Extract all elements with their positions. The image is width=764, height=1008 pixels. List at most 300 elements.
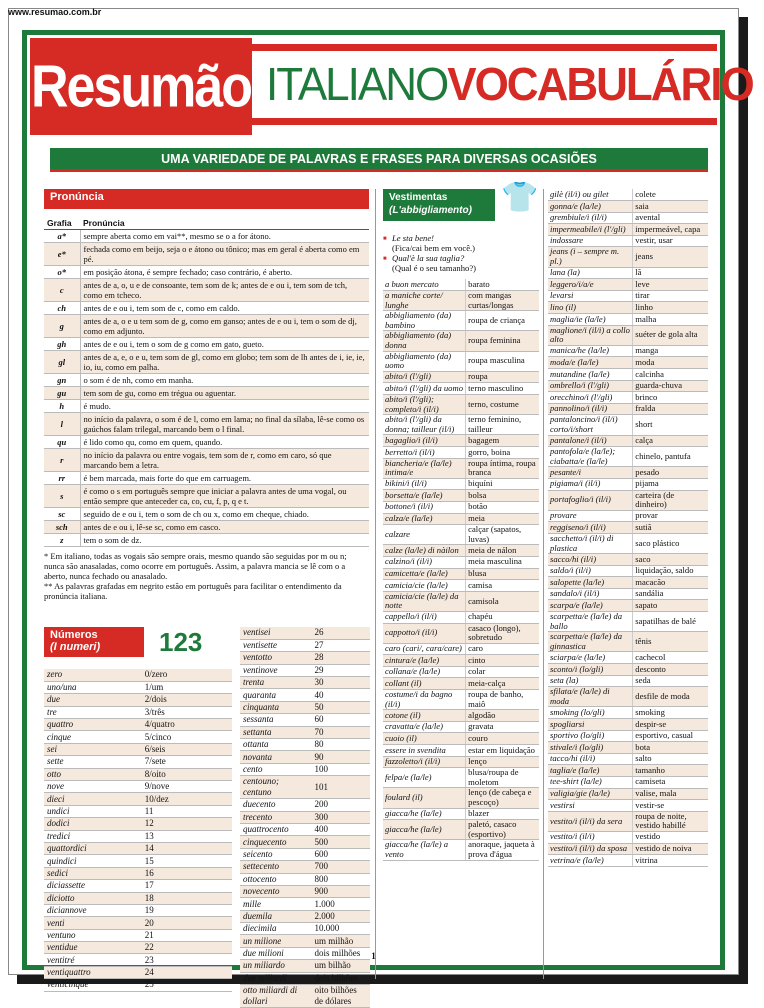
vocab-row [383, 525, 539, 545]
vocab-row [548, 189, 708, 201]
translation-cell: 700 [312, 861, 371, 873]
vocab-row [548, 279, 708, 291]
translation-cell: 26 [312, 627, 371, 639]
title-topic: VOCABULÁRIO [447, 59, 753, 111]
vocab-row [548, 664, 708, 676]
vocab-row [383, 279, 539, 291]
translation-cell: avental [633, 212, 708, 224]
number-row [44, 818, 232, 830]
translation-cell: impermeável, capa [633, 224, 708, 236]
term-cell: indossare [548, 235, 633, 247]
term-cell: scarpa/e (la/le) [548, 600, 633, 612]
pronuncia-notes [44, 551, 369, 601]
translation-cell: 800 [312, 873, 371, 885]
title-language: ITALIANO [266, 59, 448, 111]
number-row [44, 842, 232, 854]
term-cell: cinquecento [240, 836, 312, 848]
vocab-row [383, 556, 539, 568]
numbers-list-left [44, 669, 232, 992]
number-row [240, 652, 370, 664]
term-cell: ombrello/i (l'/gli) [548, 380, 633, 392]
vocab-row [548, 753, 708, 765]
vocab-row [383, 690, 539, 710]
translation-cell: dois milhões [312, 947, 371, 959]
number-row [240, 910, 370, 922]
vocab-row [548, 533, 708, 553]
pronuncia-row [44, 279, 369, 302]
term-cell: diciassette [44, 880, 142, 892]
translation-cell: cinto [466, 655, 539, 667]
term-cell: ottanta [240, 739, 312, 751]
number-row [44, 867, 232, 879]
number-row [44, 793, 232, 805]
term-cell: bottone/i (il/i) [383, 501, 466, 513]
translation-cell: 30 [312, 677, 371, 689]
translation-cell: bota [633, 742, 708, 754]
vocab-row [548, 490, 708, 510]
translation-cell: 300 [312, 811, 371, 823]
pronuncia-table [44, 217, 369, 547]
translation-cell: calça [633, 435, 708, 447]
translation-cell: vestido [633, 831, 708, 843]
translation-cell: roupa feminina [466, 331, 539, 351]
translation-cell: 900 [312, 885, 371, 897]
term-cell: ventisei [240, 627, 312, 639]
term-cell: due milioni [240, 947, 312, 959]
term-cell: bikini/i (il/i) [383, 478, 466, 490]
vocab-row [548, 403, 708, 415]
number-row [44, 743, 232, 755]
number-row [44, 830, 232, 842]
translation-cell: em posição átona, é sempre fechado; caso contrário, é aberto. [80, 266, 369, 279]
term-cell: calze (la/le) di nàilon [383, 545, 466, 557]
term-cell: o* [44, 266, 80, 279]
vocab-row [383, 490, 539, 502]
term-cell: cento [240, 763, 312, 775]
shirt-icon: 👕 [501, 180, 539, 215]
vocab-row [548, 707, 708, 719]
vestimentas-title: Vestimentas [389, 192, 448, 203]
phrase-question-1: ■ Le sta bene! [383, 233, 539, 243]
term-cell: sacco/hi (il/i) [548, 554, 633, 566]
pronuncia-row [44, 387, 369, 400]
translation-cell: um milhão [312, 935, 371, 947]
vocab-row [548, 212, 708, 224]
vocab-row [383, 768, 539, 788]
translation-cell: anoraque, jaqueta à prova d'água [466, 840, 539, 860]
translation-cell: 24 [142, 966, 232, 978]
pronuncia-row [44, 302, 369, 315]
term-cell: cappello/i (il/i) [383, 611, 466, 623]
term-cell: gn [44, 374, 80, 387]
vocab-row [548, 467, 708, 479]
vocab-row [548, 788, 708, 800]
translation-cell: blazer [466, 808, 539, 820]
vocab-row [383, 721, 539, 733]
translation-cell: caro [466, 643, 539, 655]
vocab-row [383, 383, 539, 395]
term-cell: zero [44, 669, 142, 681]
translation-cell: moda [633, 357, 708, 369]
term-cell: calzino/i (il/i) [383, 556, 466, 568]
vestimentas-heading [383, 180, 539, 221]
term-cell: trecento [240, 811, 312, 823]
term-cell: due [44, 694, 142, 706]
term-cell: camicetta/e (la/le) [383, 568, 466, 580]
translation-cell: meia de nálon [466, 545, 539, 557]
translation-cell: no início da palavra, o som é de l, como em lama; no final da sílaba, lê-se como os gaúchos falam trilegal, marcando bem o l final. [80, 413, 369, 436]
vocab-row [383, 435, 539, 447]
translation-cell: estar em liquidação [466, 745, 539, 757]
translation-cell: seguido de e ou i, tem o som de ch ou x, como em cheque, chiado. [80, 508, 369, 521]
number-row [44, 979, 232, 991]
term-cell: calza/e (la/le) [383, 513, 466, 525]
term-cell: a* [44, 230, 80, 243]
term-cell: quaranta [240, 689, 312, 701]
number-row [240, 823, 370, 835]
translation-cell: algodão [466, 710, 539, 722]
term-cell: seicento [240, 848, 312, 860]
vocab-row [383, 745, 539, 757]
translation-cell: gravata [466, 721, 539, 733]
vocab-row [548, 612, 708, 632]
number-row [44, 756, 232, 768]
pronuncia-row [44, 400, 369, 413]
number-row [44, 719, 232, 731]
number-row [240, 885, 370, 897]
translation-cell: esportivo, casual [633, 730, 708, 742]
vocab-row [548, 765, 708, 777]
vocab-row [383, 623, 539, 643]
term-cell: abito/i (l'/gli) [383, 371, 466, 383]
term-cell: giacca/he (la/le) a vento [383, 840, 466, 860]
term-cell: centouno; centuno [240, 776, 312, 799]
translation-cell: 18 [142, 892, 232, 904]
vocab-row [548, 369, 708, 381]
translation-cell: é lido como qu, como em quem, quando. [80, 436, 369, 449]
translation-cell: gorro, boina [466, 447, 539, 459]
translation-cell: 500 [312, 836, 371, 848]
translation-cell: antes de e ou i, tem som de c, como em caldo. [80, 302, 369, 315]
vocab-row [383, 458, 539, 478]
number-row [240, 739, 370, 751]
number-row [240, 639, 370, 651]
note-2: ** As palavras grafadas em negrito estão em português para facilitar o entendimento da pronúncia italiana. [44, 581, 342, 601]
term-cell: lino (il) [548, 302, 633, 314]
brand-text: Resumão [30, 53, 252, 120]
translation-cell: short [633, 415, 708, 435]
number-row [240, 776, 370, 799]
pronuncia-heading: Pronúncia [44, 189, 369, 209]
term-cell: vestirsi [548, 800, 633, 812]
translation-cell: é como o s em português sempre que iniciar a palavra antes de uma vogal, ou então sempre que anteceder ca, co, cu, f, p, q e t. [80, 485, 369, 508]
number-row [240, 627, 370, 639]
translation-cell: 5/cinco [142, 731, 232, 743]
term-cell: jeans (i – sempre m. pl.) [548, 247, 633, 267]
number-row [240, 923, 370, 935]
term-cell: gilè (il/i) ou gilet [548, 189, 633, 201]
translation-cell: saco plástico [633, 533, 708, 553]
vocab-row [548, 224, 708, 236]
pronuncia-row [44, 266, 369, 279]
translation-cell: terno feminino, tailleur [466, 415, 539, 435]
term-cell: costume/i da bagno (il/i) [383, 690, 466, 710]
term-cell: felpa/e (la/le) [383, 768, 466, 788]
numbers-graphic: 123 [159, 627, 203, 657]
vocab-row [548, 687, 708, 707]
term-cell: sportivo (lo/gli) [548, 730, 633, 742]
translation-cell: jeans [633, 247, 708, 267]
vocab-row [383, 808, 539, 820]
term-cell: ventuno [44, 929, 142, 941]
vocab-row [383, 568, 539, 580]
translation-cell: roupa de banho, maiô [466, 690, 539, 710]
translation-cell: 100 [312, 763, 371, 775]
pronuncia-row [44, 243, 369, 266]
vocab-row [383, 501, 539, 513]
term-cell: impermeabile/i (l'/gli) [548, 224, 633, 236]
translation-cell: vestido de noiva [633, 843, 708, 855]
term-cell: tredici [44, 830, 142, 842]
column-middle [383, 180, 539, 861]
red-stripe-bottom [252, 118, 717, 125]
translation-cell: desconto [633, 664, 708, 676]
translation-cell: lã [633, 267, 708, 279]
translation-cell: 11 [142, 805, 232, 817]
pronuncia-row [44, 315, 369, 338]
term-cell: bagaglio/i (il/i) [383, 435, 466, 447]
vocab-row [548, 742, 708, 754]
vocab-row [548, 800, 708, 812]
translation-cell: chinelo, pantufa [633, 447, 708, 467]
vocab-row [548, 357, 708, 369]
vocab-row [548, 415, 708, 435]
term-cell: un miliardo [240, 960, 312, 972]
vocab-row [548, 811, 708, 831]
vocab-row [383, 840, 539, 860]
translation-cell: vestir, usar [633, 235, 708, 247]
vocab-row [383, 820, 539, 840]
term-cell: otto [44, 768, 142, 780]
term-cell: venti [44, 917, 142, 929]
vocab-row [548, 302, 708, 314]
vocab-row [548, 554, 708, 566]
translation-cell: meia-calça [466, 678, 539, 690]
term-cell: pantofola/e (la/le); ciabatta/e (la/le) [548, 447, 633, 467]
translation-cell: chapéu [466, 611, 539, 623]
translation-cell: brinco [633, 392, 708, 404]
translation-cell: colar [466, 666, 539, 678]
number-row [44, 694, 232, 706]
column-right [548, 189, 708, 867]
translation-cell: 6/seis [142, 743, 232, 755]
translation-cell: pijama [633, 478, 708, 490]
translation-cell: malha [633, 314, 708, 326]
translation-cell: 8/oito [142, 768, 232, 780]
term-cell: ventidue [44, 942, 142, 954]
translation-cell: 60 [312, 714, 371, 726]
translation-cell: sempre aberta como em vai**, mesmo se o a for átono. [80, 230, 369, 243]
vocab-row [383, 733, 539, 745]
pronuncia-row [44, 338, 369, 351]
term-cell: maglione/i (il/i) a collo alto [548, 325, 633, 345]
term-cell: z [44, 534, 80, 547]
translation-cell: 50 [312, 701, 371, 713]
translation-cell: antes de e ou i, tem o som de g como em gato, gueto. [80, 338, 369, 351]
translation-cell: terno, costume [466, 395, 539, 415]
vocab-row [383, 395, 539, 415]
term-cell: venticinque [44, 979, 142, 991]
term-cell: otto miliardi di dollari [240, 985, 312, 1008]
vocab-row [383, 580, 539, 592]
term-cell: diciannove [44, 904, 142, 916]
translation-cell: um bilhão [312, 960, 371, 972]
content-frame [22, 30, 753, 1007]
vocab-row [383, 478, 539, 490]
term-cell: pannolino/i (il/i) [548, 403, 633, 415]
translation-cell: fralda [633, 403, 708, 415]
translation-cell: antes de e ou i, lê-se sc, como em casco. [80, 521, 369, 534]
translation-cell: 27 [312, 639, 371, 651]
vocab-row [548, 776, 708, 788]
number-row [44, 855, 232, 867]
vocab-row [548, 632, 708, 652]
translation-cell: saco [633, 554, 708, 566]
term-cell: r [44, 449, 80, 472]
term-cell: mille [240, 898, 312, 910]
number-row [240, 677, 370, 689]
translation-cell: roupa de noite, vestido habillé [633, 811, 708, 831]
brand-logo [30, 38, 252, 135]
term-cell: tee-shirt (la/le) [548, 776, 633, 788]
translation-cell: despir-se [633, 719, 708, 731]
term-cell: sciarpa/e (la/le) [548, 652, 633, 664]
column-left [44, 189, 369, 1007]
translation-cell: 10.000 [312, 923, 371, 935]
number-row [240, 799, 370, 811]
number-row [240, 714, 370, 726]
translation-cell: provar [633, 510, 708, 522]
term-cell: h [44, 400, 80, 413]
term-cell: giacca/he (la/le) [383, 820, 466, 840]
translation-cell: roupa íntima, roupa branca [466, 458, 539, 478]
vocab-row [548, 478, 708, 490]
pronuncia-row [44, 230, 369, 243]
term-cell: abbigliamento (da) donna [383, 331, 466, 351]
term-cell: pesante/i [548, 467, 633, 479]
term-cell: sette [44, 756, 142, 768]
translation-cell: terno masculino [466, 383, 539, 395]
translation-cell: tirar [633, 290, 708, 302]
number-row [240, 726, 370, 738]
translation-cell: barato [466, 279, 539, 291]
translation-cell: camiseta [633, 776, 708, 788]
translation-cell: blusa/roupa de moletom [466, 768, 539, 788]
vocab-row [548, 719, 708, 731]
column-divider [375, 189, 376, 979]
number-row [44, 880, 232, 892]
number-row [240, 960, 370, 972]
term-cell: moda/e (la/le) [548, 357, 633, 369]
translation-cell: 19 [142, 904, 232, 916]
number-row [240, 848, 370, 860]
translation-cell: 15 [142, 855, 232, 867]
term-cell: levarsi [548, 290, 633, 302]
term-cell: settanta [240, 726, 312, 738]
term-cell: dieci [44, 793, 142, 805]
term-cell: calzare [383, 525, 466, 545]
vocab-row [548, 843, 708, 855]
term-cell: valigia/gie (la/le) [548, 788, 633, 800]
vocab-row [548, 565, 708, 577]
translation-cell: bolsa [466, 490, 539, 502]
page-number: 1 [371, 951, 376, 961]
translation-cell: calcinha [633, 369, 708, 381]
number-row [240, 701, 370, 713]
vocab-row [383, 678, 539, 690]
term-cell: camicia/cie (la/le) [383, 580, 466, 592]
term-cell: tacco/hi (il/i) [548, 753, 633, 765]
vocab-row [548, 345, 708, 357]
term-cell: seta (la) [548, 675, 633, 687]
term-cell: scarpetta/e (la/le) da ballo [548, 612, 633, 632]
term-cell: duemila [240, 910, 312, 922]
translation-cell: 16 [142, 867, 232, 879]
term-cell: quattordici [44, 842, 142, 854]
translation-cell: oito bilhões de dólares [312, 985, 371, 1008]
translation-cell: carteira (de dinheiro) [633, 490, 708, 510]
translation-cell: leve [633, 279, 708, 291]
vocab-row [548, 380, 708, 392]
phrase-question-2: ■ Qual'è la sua taglia? [383, 253, 539, 263]
translation-cell: antes de a, e, o e u, tem som de gl, como em globo; tem som de lh antes de i, ie, ie, io, iu, como em palha. [80, 351, 369, 374]
vocab-row [383, 655, 539, 667]
term-cell: stivale/i (lo/gli) [548, 742, 633, 754]
term-cell: novecento [240, 885, 312, 897]
vestimentas-table [383, 279, 539, 861]
vestimentas-subtitle: (L'abbigliamento) [389, 205, 472, 216]
translation-cell: 1/um [142, 681, 232, 693]
term-cell: ventitré [44, 954, 142, 966]
term-cell: abito/i (l'/gli); completo/i (il/i) [383, 395, 466, 415]
translation-cell: 600 [312, 848, 371, 860]
translation-cell: manga [633, 345, 708, 357]
vocab-row [548, 392, 708, 404]
translation-cell: meia masculina [466, 556, 539, 568]
translation-cell: 80 [312, 739, 371, 751]
number-row [240, 664, 370, 676]
term-cell: cravatta/e (la/le) [383, 721, 466, 733]
translation-cell: casaco (longo), sobretudo [466, 623, 539, 643]
vocab-row [383, 666, 539, 678]
note-1: * Em italiano, todas as vogais são sempre orais, mesmo quando são seguidas por m ou n; nunca são anasaladas, como ocorre em português. Assim, a palavra mancia se lê com o a aberto, nunca fechado ou anasalado. [44, 551, 347, 581]
translation-cell: linho [633, 302, 708, 314]
term-cell: vestito/i (il/i) da sera [548, 811, 633, 831]
term-cell: scarpetta/e (la/le) da ginnastica [548, 632, 633, 652]
vocab-row [548, 290, 708, 302]
term-cell: gl [44, 351, 80, 374]
term-cell: sconto/i (lo/gli) [548, 664, 633, 676]
term-cell: pigiama/i (il/i) [548, 478, 633, 490]
term-cell: pantalone/i (il/i) [548, 435, 633, 447]
vocab-row [548, 831, 708, 843]
term-cell: ventisette [240, 639, 312, 651]
term-cell: uno/una [44, 681, 142, 693]
vocab-row [548, 314, 708, 326]
term-cell: mutandine (la/le) [548, 369, 633, 381]
translation-cell: 14 [142, 842, 232, 854]
term-cell: sacchetto/i (il/i) di plastica [548, 533, 633, 553]
